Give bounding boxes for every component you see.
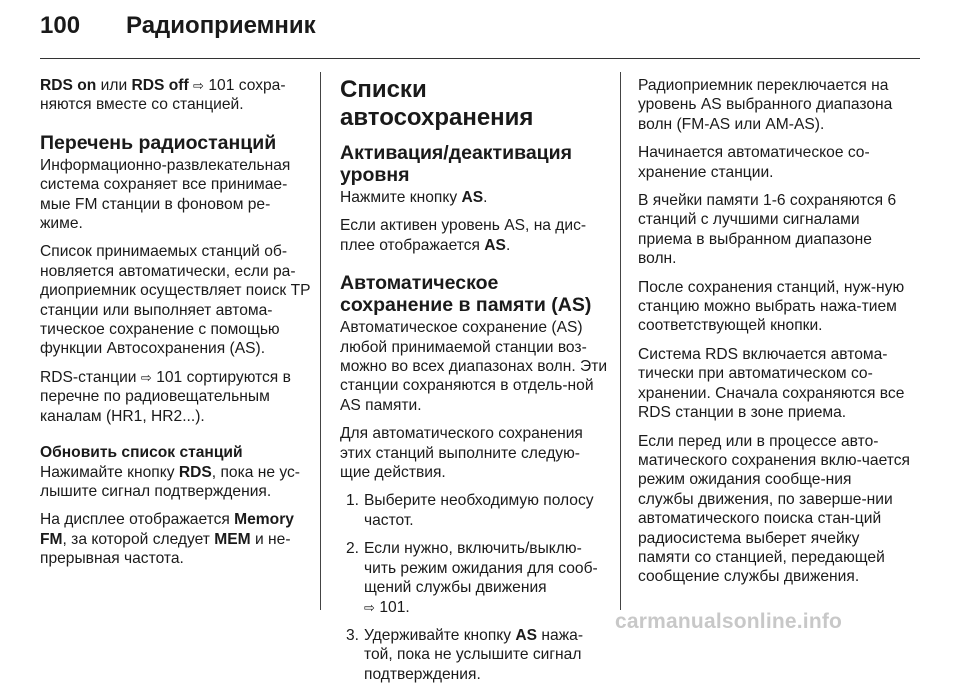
page-reference[interactable]: 101 <box>156 368 183 386</box>
bold-term: RDS <box>178 463 212 481</box>
column-2 <box>340 76 608 693</box>
page-reference[interactable]: 101 <box>208 77 235 94</box>
paragraph: Список принимаемых станций об-новляется автоматически, если ра-диоприемник осуществляет поиск TP станции или выполняет автома-тическое сохранение с помощью функции Автосохранения (AS). <box>40 243 311 358</box>
bold-term: MEM <box>214 530 251 548</box>
bold-term: AS <box>484 236 506 254</box>
text: . <box>505 236 511 254</box>
column-divider <box>320 72 321 610</box>
page-number: 100 <box>40 12 81 39</box>
paragraph <box>40 463 312 502</box>
step-number: 1. <box>346 492 360 510</box>
list-item <box>340 539 608 617</box>
step-text: Если нужно, включить/выклю-чить режим ожидания для сооб-щений службы движения <box>364 540 598 597</box>
text: Удерживайте кнопку <box>364 626 516 644</box>
bold-term: AS <box>515 626 538 644</box>
list-item <box>340 491 608 530</box>
bold-term: RDS on <box>40 77 97 94</box>
paragraph: После сохранения станций, нуж-ную станцию можно выбрать нажа-тием соответствующей кнопки. <box>638 278 905 335</box>
paragraph: Информационно-развлекательная система сохраняет все принимае-мые FM станции в фоновом ре-жиме. <box>40 156 291 233</box>
paragraph: Начинается автоматическое со-хранение станции. <box>638 144 870 181</box>
section-heading: Активация/деактивация уровня <box>340 142 573 186</box>
chapter-heading: Списки автосохранения <box>340 76 534 131</box>
text: нажа-той, пока не услышите сигнал подтверждения. <box>364 626 584 683</box>
header-rule <box>40 58 920 59</box>
page-reference-icon: ⇨ <box>364 599 375 615</box>
page-reference-icon: ⇨ <box>140 369 152 385</box>
text: Если активен уровень AS, на дис-плее отображается <box>340 217 587 254</box>
paragraph: Система RDS включается автома-тически при автоматическом со-хранении. Сначала сохраняются все RDS станции в зоне приема. <box>638 345 905 422</box>
text: На дисплее отображается <box>40 511 235 529</box>
step-number: 3. <box>346 626 360 644</box>
paragraph <box>40 510 312 568</box>
text: Нажимайте кнопку <box>40 463 179 481</box>
text: сохра-няются вместе со станцией. <box>40 77 286 114</box>
steps-list <box>340 491 608 684</box>
text: и не-прерывная частота. <box>40 530 291 568</box>
list-item <box>340 626 608 684</box>
bold-term: Memory FM <box>40 511 294 548</box>
paragraph <box>40 76 312 115</box>
column-divider <box>620 72 621 610</box>
paragraph: Если перед или в процессе авто-матического сохранения вклю-чается режим ожидания сообще-ния службы движения, по заверше-нии автоматического поиска стан-ций радиосистема выберет ячейку памяти со станцией, передающей сообщение службы движения. <box>638 432 910 586</box>
watermark: carmanualsonline.info <box>615 610 843 633</box>
page-title: Радиоприемник <box>126 12 316 39</box>
step-number: 2. <box>346 540 360 558</box>
text: , пока не ус-лышите сигнал подтверждения. <box>40 463 300 500</box>
paragraph: Радиоприемник переключается на уровень AS выбранного диапазона волн (FM-AS или AM-AS). <box>638 77 893 133</box>
text: Нажмите кнопку <box>340 189 462 206</box>
text: RDS-станции <box>40 368 141 386</box>
text: , за которой следует <box>62 530 215 548</box>
text: сортируются в перечне по радиовещательным каналам (HR1, HR2...). <box>40 368 291 425</box>
paragraph <box>40 368 312 426</box>
paragraph: Автоматическое сохранение (AS) любой принимаемой станции воз-можно во всех диапазонах волн. Эти станции сохраняются в отдель-ной AS памяти. <box>340 319 608 414</box>
text: или <box>96 77 132 94</box>
paragraph <box>340 188 608 207</box>
step-text: Выберите необходимую полосу частот. <box>364 492 594 529</box>
text: . <box>483 189 488 206</box>
bold-term: RDS off <box>131 77 189 94</box>
subsection-heading: Обновить список станций <box>40 444 243 462</box>
page-reference-icon: ⇨ <box>193 78 204 93</box>
bold-term: AS <box>461 189 484 206</box>
paragraph: В ячейки памяти 1-6 сохраняются 6 станций с лучшими сигналами приема в выбранном диапазоне волн. <box>638 192 897 268</box>
section-heading: Перечень радиостанций <box>40 131 277 154</box>
paragraph: Для автоматического сохранения этих станций выполните следую-щие действия. <box>340 425 583 482</box>
paragraph <box>340 216 608 255</box>
section-heading: Автоматическое сохранение в памяти (AS) <box>340 272 592 317</box>
column-3 <box>638 76 910 596</box>
page-reference[interactable]: 101. <box>379 598 410 616</box>
page-header <box>40 12 316 52</box>
column-1 <box>40 76 312 578</box>
